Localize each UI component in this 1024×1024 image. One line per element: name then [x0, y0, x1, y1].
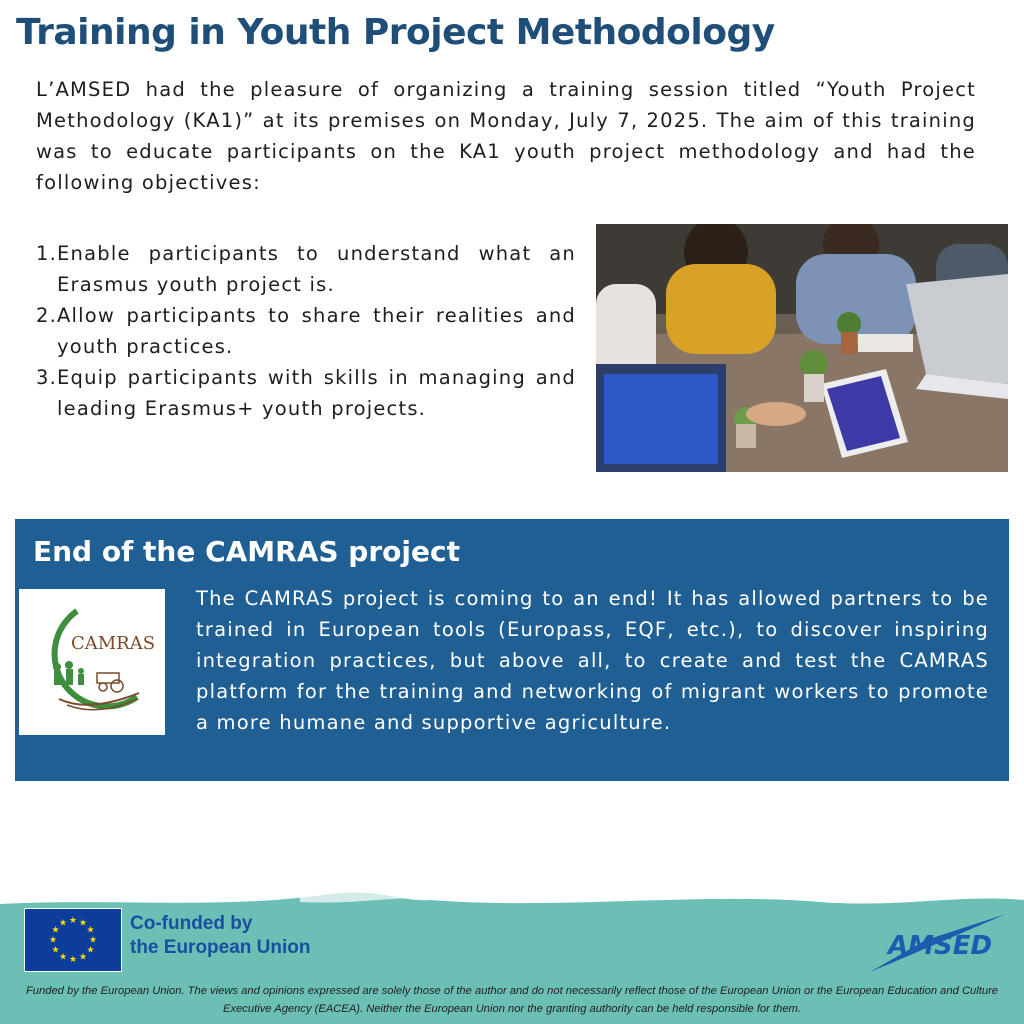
training-photo-illustration [596, 224, 1008, 472]
objectives-list [36, 238, 576, 424]
svg-text:★: ★ [58, 952, 68, 963]
list-text: Equip participants with skills in managing and leading Erasmus+ youth projects. [57, 366, 576, 420]
list-text: Allow participants to share their realities and youth practices. [57, 304, 576, 358]
svg-text:★: ★ [68, 916, 78, 926]
eu-cofunded-line1: Co-funded by [130, 913, 253, 934]
svg-text:★: ★ [86, 945, 95, 956]
svg-text:★: ★ [51, 945, 60, 956]
eu-flag-icon [24, 908, 122, 972]
eu-cofunded-label [130, 912, 311, 960]
svg-text:★: ★ [48, 935, 58, 946]
svg-text:★: ★ [51, 925, 60, 936]
eu-cofunded-line2: the European Union [130, 937, 311, 958]
svg-text:★: ★ [78, 918, 88, 929]
list-number: 2. [36, 304, 58, 327]
list-text: Enable participants to understand what an Erasmus youth project is. [57, 242, 576, 296]
svg-text:★: ★ [58, 918, 68, 929]
amsed-logo [866, 910, 1008, 974]
camras-section-title: End of the CAMRAS project [33, 535, 460, 568]
svg-text:★: ★ [86, 925, 95, 936]
list-item [36, 362, 576, 424]
camras-description: The CAMRAS project is coming to an end! It has allowed partners to be trained in European tools (Europass, EQF, etc.), to discover inspiring integration practices, but above all, to create and test the CAMRAS platform for the training and networking of migrant workers to promote a more humane and supportive agriculture. [196, 587, 989, 734]
amsed-logo-text: AMSED [888, 931, 993, 961]
page-title: Training in Youth Project Methodology [16, 12, 775, 53]
camras-logo-text: CAMRAS [70, 633, 156, 654]
intro-paragraph: L’AMSED had the pleasure of organizing a training session titled “Youth Project Methodology (KA1)” at its premises on Monday, July 7, 2025. The aim of this training was to educate participants on the KA1 youth project methodology and had the following objectives: [36, 78, 976, 194]
footer [0, 880, 1024, 1024]
camras-logo-graphic [19, 589, 165, 735]
list-number: 3. [36, 366, 58, 389]
svg-text:★: ★ [68, 955, 78, 965]
funding-disclaimer: Funded by the European Union. The views and opinions expressed are solely those of the author and do not necessarily reflect those of the European Union or the European Education and Culture Executive Agency (EACEA). Neither the European Union nor the granting authority can be held responsible for them. [25, 985, 999, 1015]
list-item [36, 300, 576, 362]
list-number: 1. [36, 242, 58, 265]
list-item [36, 238, 576, 300]
camras-logo [19, 589, 165, 735]
eu-stars [25, 909, 121, 971]
camras-section [15, 519, 1009, 781]
svg-text:★: ★ [88, 935, 98, 946]
training-photo [596, 224, 1008, 472]
svg-text:★: ★ [78, 952, 88, 963]
